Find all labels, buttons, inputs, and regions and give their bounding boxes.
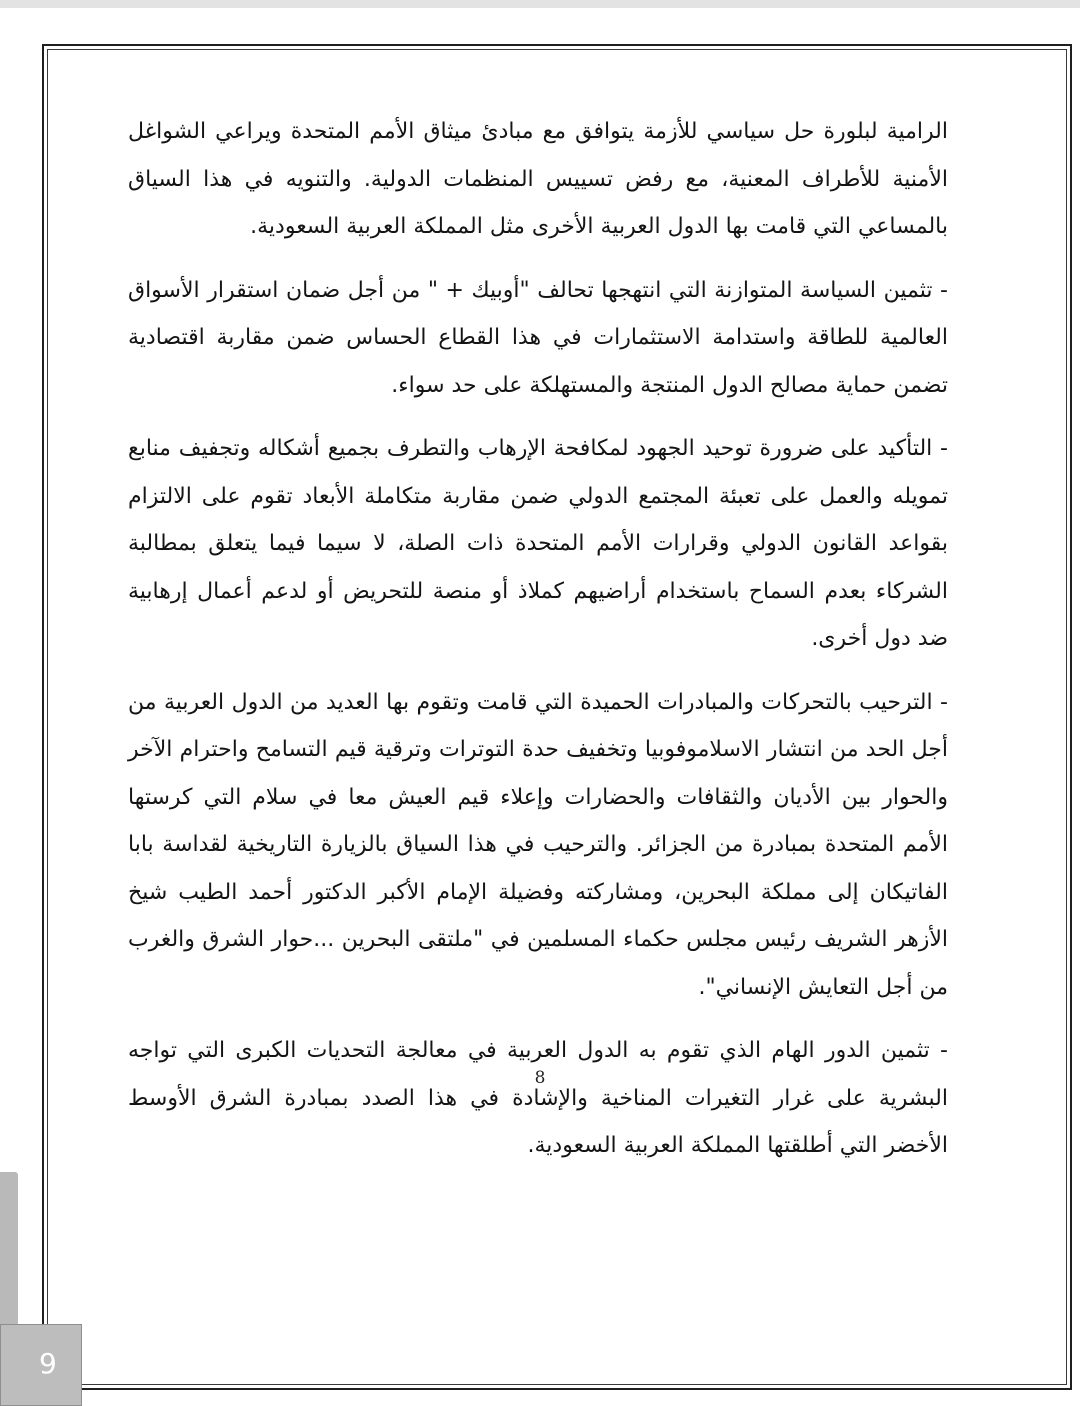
document-body — [128, 108, 948, 1186]
paragraph-1: الرامية لبلورة حل سياسي للأزمة يتوافق مع مبادئ ميثاق الأمم المتحدة ويراعي الشواغل الأمنية للأطراف المعنية، مع رفض تسييس المنظمات الدولية. والتنويه في هذا السياق بالمساعي التي قامت بها الدول العربية الأخرى مثل المملكة العربية السعودية. — [128, 119, 948, 239]
paragraph-4: - الترحيب بالتحركات والمبادرات الحميدة التي قامت وتقوم بها العديد من الدول العربية من أجل الحد من انتشار الاسلاموفوبيا وتخفيف حدة التوترات وترقية قيم التسامح واحترام الآخر والحوار بين الأديان والثقافات والحضارات وإعلاء قيم العيش معا في سلام التي كرستها الأمم المتحدة بمبادرة من الجزائر. والترحيب في هذا السياق بالزيارة التاريخية لقداسة بابا الفاتيكان إلى مملكة البحرين، ومشاركته وفضيلة الإمام الأكبر الدكتور أحمد الطيب شيخ الأزهر الشريف رئيس مجلس حكماء المسلمين في "ملتقى البحرين ...حوار الشرق والغرب من أجل التعايش الإنساني". — [128, 689, 948, 1000]
page-indicator-label: 9 — [39, 1347, 57, 1380]
paragraph-5: - تثمين الدور الهام الذي تقوم به الدول العربية في معالجة التحديات الكبرى التي تواجه البشرية على غرار التغيرات المناخية والإشادة في هذا الصدد بمبادرة الشرق الأوسط الأخضر التي أطلقتها المملكة العربية السعودية. — [128, 1038, 948, 1158]
page-number: 8 — [534, 1068, 546, 1088]
page-indicator-badge[interactable] — [0, 1324, 82, 1406]
viewer-top-bar — [0, 0, 1080, 8]
paragraph-2: - تثمين السياسة المتوازنة التي انتهجها تحالف "أوبيك + " من أجل ضمان استقرار الأسواق العالمية للطاقة واستدامة الاستثمارات في هذا القطاع الحساس ضمن مقاربة اقتصادية تضمن حماية مصالح الدول المنتجة والمستهلكة على حد سواء. — [128, 277, 948, 398]
paragraph-3: - التأكيد على ضرورة توحيد الجهود لمكافحة الإرهاب والتطرف بجميع أشكاله وتجفيف منابع تمويله والعمل على تعبئة المجتمع الدولي ضمن مقاربة متكاملة الأبعاد تقوم على الالتزام بقواعد القانون الدولي وقرارات الأمم المتحدة ذات الصلة، لا سيما فيما يتعلق بمطالبة الشركاء بعدم السماح باستخدام أراضيهم كملاذ أو منصة للتحريض أو لدعم أعمال إرهابية ضد دول أخرى. — [128, 436, 948, 651]
